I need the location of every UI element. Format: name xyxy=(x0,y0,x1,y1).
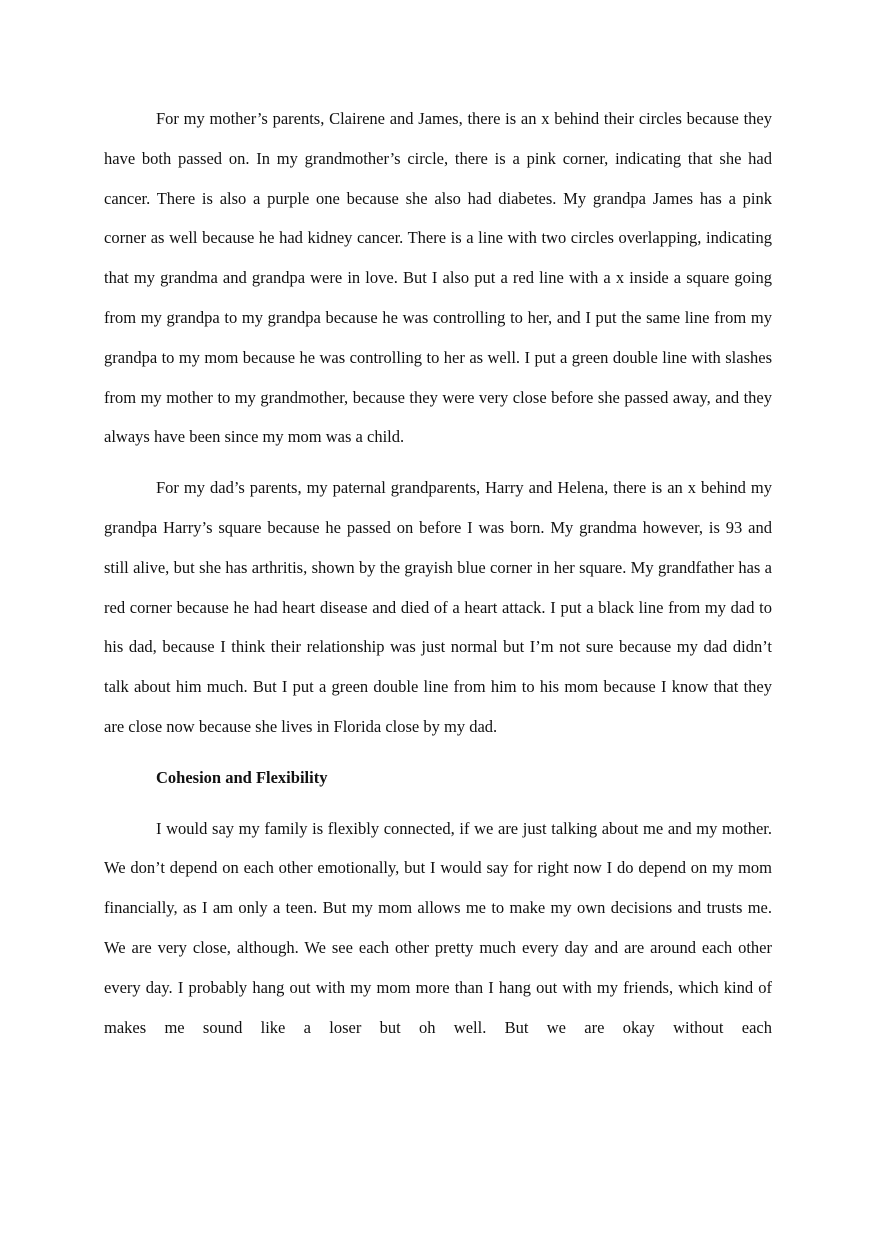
section-heading: Cohesion and Flexibility xyxy=(156,767,328,787)
paragraph-cohesion-flexibility: I would say my family is flexibly connected, if we are just talking about me and my mother. We don’t depend on each other emotionally, but I would say for right now I do depend on my mom financially, as I am only a teen. But my mom allows me to make my own decisions and trusts me. We are very close, although. We see each other pretty much every day and are around each other every day. I probably hang out with my mom more than I hang out with my friends, which kind of makes me sound like a loser but oh well. But we are okay without each xyxy=(104,818,772,1037)
paragraph-paternal-grandparents: For my dad’s parents, my paternal grandparents, Harry and Helena, there is an x behind my grandpa Harry’s square because he passed on before I was born. My grandma however, is 93 and still alive, but she has arthritis, shown by the grayish blue corner in her square. My grandfather has a red corner because he had heart disease and died of a heart attack. I put a black line from my dad to his dad, because I think their relationship was just normal but I’m not sure because my dad didn’t talk about him much. But I put a green double line from him to his mom because I know that they are close now because she lives in Florida close by my dad. xyxy=(104,478,772,736)
document-body xyxy=(104,99,772,1047)
paragraph-maternal-grandparents: For my mother’s parents, Clairene and James, there is an x behind their circles because they have both passed on. In my grandmother’s circle, there is a pink corner, indicating that she had cancer. There is also a purple one because she also had diabetes. My grandpa James has a pink corner as well because he had kidney cancer. There is a line with two circles overlapping, indicating that my grandma and grandpa were in love. But I also put a red line with a x inside a square going from my grandpa to my grandpa because he was controlling to her, and I put the same line from my grandpa to my mom because he was controlling to her as well. I put a green double line with slashes from my mother to my grandmother, because they were very close before she passed away, and they always have been since my mom was a child. xyxy=(104,109,772,447)
